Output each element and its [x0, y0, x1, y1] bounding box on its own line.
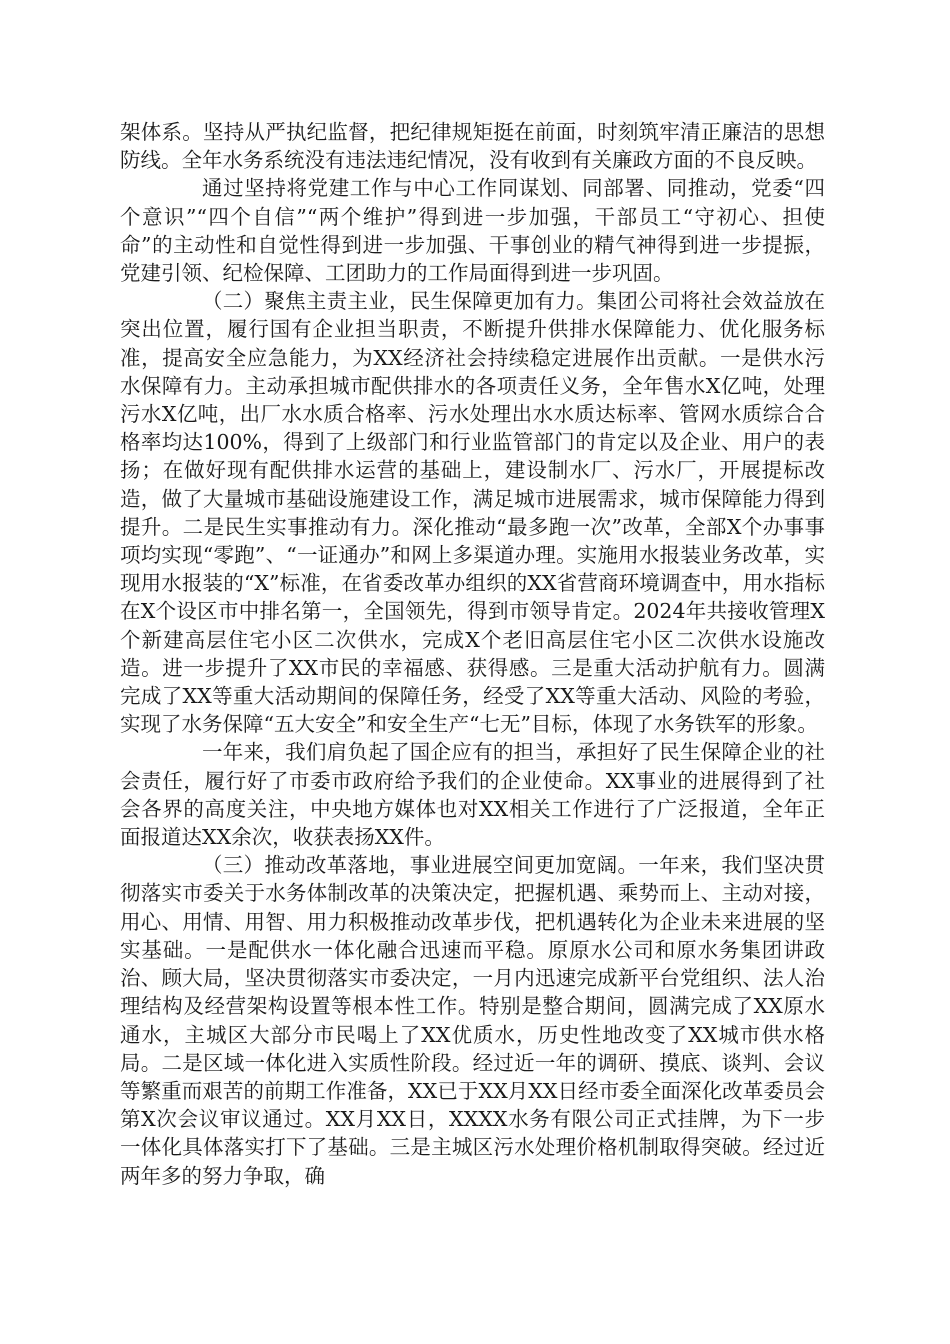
document-body — [120, 118, 825, 1190]
paragraph-section-2-livelihood: （二）聚焦主责主业，民生保障更加有力。集团公司将社会效益放在突出位置，履行国有企业担当职责，不断提升供排水保障能力、优化服务标准，提高安全应急能力，为XX经济社会持续稳定进展作出贡献。一是供水污水保障有力。主动承担城市配供排水的各项责任义务，全年售水X亿吨，处理污水X亿吨，出厂水水质合格率、污水处理出水水质达标率、管网水质综合合格率均达100%，得到了上级部门和行业监管部门的肯定以及企业、用户的表扬；在做好现有配供排水运营的基础上，建设制水厂、污水厂，开展提标改造，做了大量城市基础设施建设工作，满足城市进展需求，城市保障能力得到提升。二是民生实事推动有力。深化推动“最多跑一次”改革，全部X个办事事项均实现“零跑”、“一证通办”和网上多渠道办理。实施用水报装业务改革，实现用水报装的“X”标准，在省委改革办组织的XX省营商环境调查中，用水指标在X个设区市中排名第一，全国领先，得到市领导肯定。2024年共接收管理X个新建高层住宅小区二次供水，完成X个老旧高层住宅小区二次供水设施改造。进一步提升了XX市民的幸福感、获得感。三是重大活动护航有力。圆满完成了XX等重大活动期间的保障任务，经受了XX等重大活动、风险的考验，实现了水务保障“五大安全”和安全生产“七无”目标，体现了水务铁军的形象。 — [120, 289, 825, 737]
paragraph-year-review: 一年来，我们肩负起了国企应有的担当，承担好了民生保障企业的社会责任，履行好了市委市政府给予我们的企业使命。XX事业的进展得到了社会各界的高度关注，中央地方媒体也对XX相关工作进行了广泛报道，全年正面报道达XX余次，收获表扬XX件。 — [120, 740, 825, 850]
paragraph-party-building-summary: 通过坚持将党建工作与中心工作同谋划、同部署、同推动，党委“四个意识”“四个自信”“两个维护”得到进一步加强，干部员工“守初心、担使命”的主动性和自觉性得到进一步加强、干事创业的精气神得到进一步提振，党建引领、纪检保障、工团助力的工作局面得到进一步巩固。 — [120, 176, 825, 286]
paragraph-continuation: 架体系。坚持从严执纪监督，把纪律规矩挺在前面，时刻筑牢清正廉洁的思想防线。全年水务系统没有违法违纪情况，没有收到有关廉政方面的不良反映。 — [120, 120, 825, 173]
paragraph-section-3-reform: （三）推动改革落地，事业进展空间更加宽阔。一年来，我们坚决贯彻落实市委关于水务体制改革的决策决定，把握机遇、乘势而上、主动对接，用心、用情、用智、用力积极推动改革步伐，把机遇转化为企业未来进展的坚实基础。一是配供水一体化融合迅速而平稳。原原水公司和原水务集团讲政治、顾大局，坚决贯彻落实市委决定，一月内迅速完成新平台党组织、法人治理结构及经营架构设置等根本性工作。特别是整合期间，圆满完成了XX原水通水，主城区大部分市民喝上了XX优质水，历史性地改变了XX城市供水格局。二是区域一体化进入实质性阶段。经过近一年的调研、摸底、谈判、会议等繁重而艰苦的前期工作准备，XX已于XX月XX日经市委全面深化改革委员会第X次会议审议通过。XX月XX日，XXXX水务有限公司正式挂牌，为下一步一体化具体落实打下了基础。三是主城区污水处理价格机制取得突破。经过近两年多的努力争取，确 — [120, 853, 825, 1188]
